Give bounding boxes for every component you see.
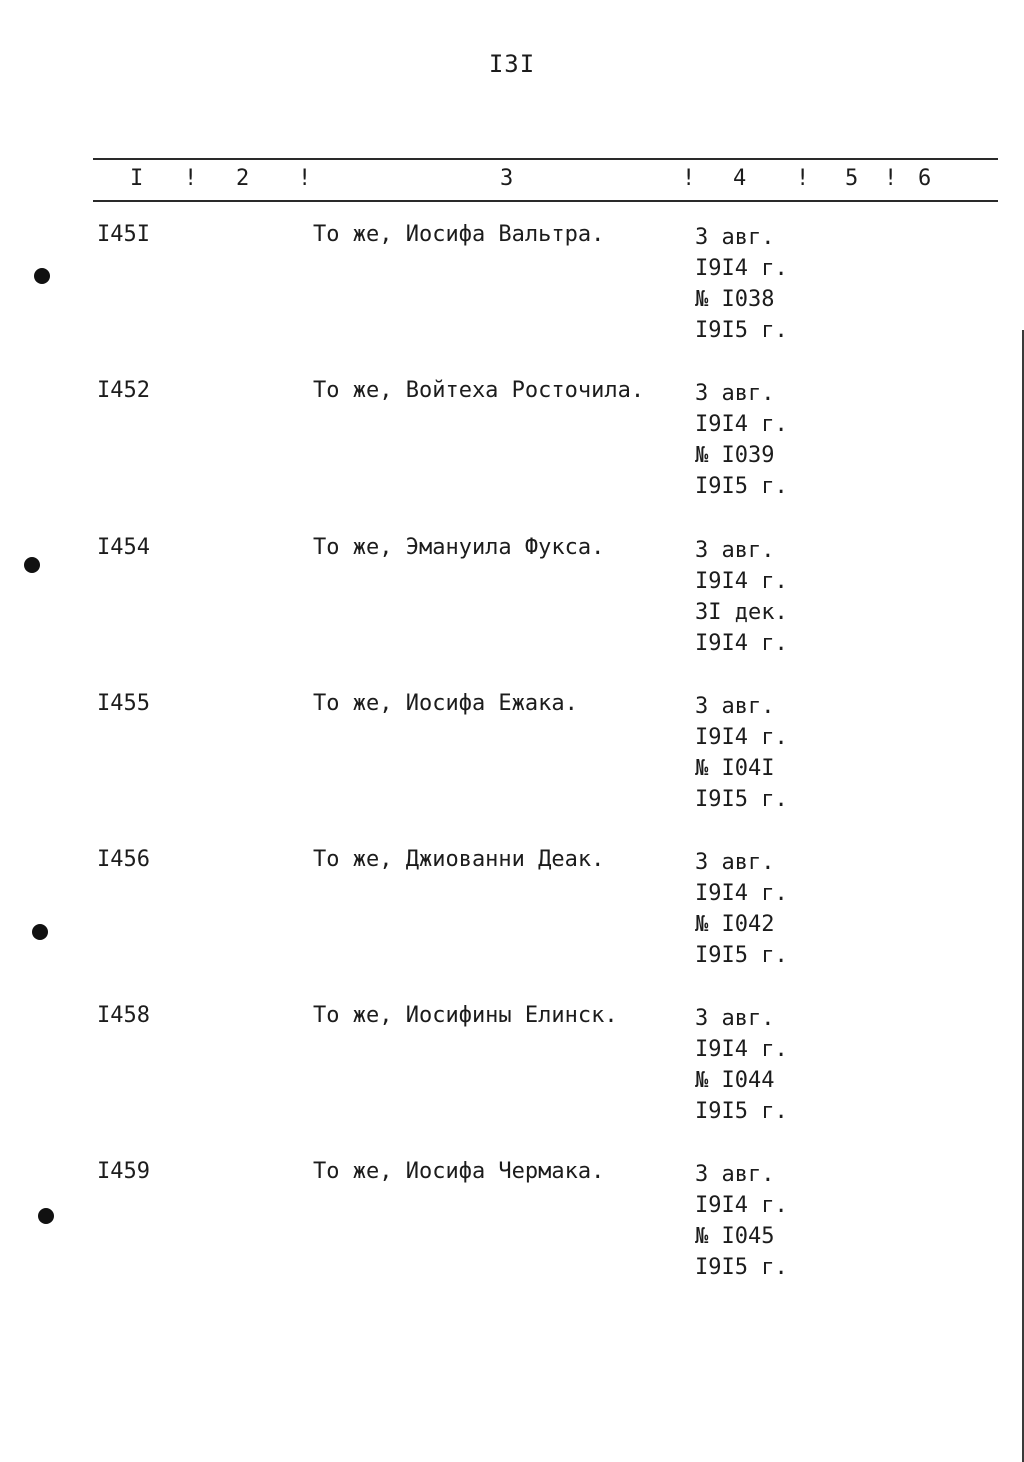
date-line: 3 авг. bbox=[695, 381, 775, 406]
table-row bbox=[0, 691, 1024, 821]
table-row bbox=[0, 378, 1024, 508]
record-description: То же, Иосифины Елинск. bbox=[313, 1003, 618, 1028]
date-line: I9I4 г. bbox=[695, 256, 788, 281]
record-number: I454 bbox=[97, 535, 150, 560]
header-separator: ! bbox=[796, 166, 810, 191]
header-rule-top bbox=[93, 158, 998, 160]
table-row bbox=[0, 1003, 1024, 1133]
record-dates bbox=[695, 535, 788, 659]
record-description: То же, Иосифа Вальтра. bbox=[313, 222, 605, 247]
header-col-5: 5 bbox=[845, 166, 859, 191]
header-col-2: 2 bbox=[236, 166, 250, 191]
record-description: То же, Войтеха Росточила. bbox=[313, 378, 645, 403]
record-dates bbox=[695, 847, 788, 971]
date-line: 3I дек. bbox=[695, 600, 788, 625]
date-line: № I042 bbox=[695, 912, 775, 937]
record-number: I45I bbox=[97, 222, 150, 247]
date-line: 3 авг. bbox=[695, 850, 775, 875]
header-separator: ! bbox=[682, 166, 696, 191]
table-row bbox=[0, 1159, 1024, 1289]
punch-hole bbox=[38, 1208, 54, 1224]
punch-hole bbox=[24, 557, 40, 573]
record-dates bbox=[695, 378, 788, 502]
date-line: I9I5 г. bbox=[695, 1255, 788, 1280]
date-line: I9I5 г. bbox=[695, 318, 788, 343]
date-line: № I045 bbox=[695, 1224, 775, 1249]
header-col-4: 4 bbox=[733, 166, 747, 191]
date-line: I9I5 г. bbox=[695, 787, 788, 812]
header-rule-bottom bbox=[93, 200, 998, 202]
table-row bbox=[0, 535, 1024, 665]
date-line: I9I4 г. bbox=[695, 725, 788, 750]
header-separator: ! bbox=[298, 166, 312, 191]
date-line: 3 авг. bbox=[695, 1162, 775, 1187]
page-number: I3I bbox=[488, 50, 536, 78]
date-line: 3 авг. bbox=[695, 694, 775, 719]
record-dates bbox=[695, 691, 788, 815]
date-line: I9I4 г. bbox=[695, 1193, 788, 1218]
header-col-6: 6 bbox=[918, 166, 932, 191]
record-dates bbox=[695, 222, 788, 346]
date-line: № I044 bbox=[695, 1068, 775, 1093]
record-number: I459 bbox=[97, 1159, 150, 1184]
date-line: I9I5 г. bbox=[695, 943, 788, 968]
date-line: 3 авг. bbox=[695, 1006, 775, 1031]
record-description: То же, Джиованни Деак. bbox=[313, 847, 605, 872]
date-line: I9I5 г. bbox=[695, 474, 788, 499]
date-line: I9I4 г. bbox=[695, 1037, 788, 1062]
record-number: I452 bbox=[97, 378, 150, 403]
record-number: I456 bbox=[97, 847, 150, 872]
record-dates bbox=[695, 1003, 788, 1127]
table-row bbox=[0, 222, 1024, 352]
record-description: То же, Эмануила Фукса. bbox=[313, 535, 605, 560]
date-line: № I04I bbox=[695, 756, 775, 781]
date-line: № I038 bbox=[695, 287, 775, 312]
record-number: I455 bbox=[97, 691, 150, 716]
header-separator: ! bbox=[884, 166, 898, 191]
date-line: I9I4 г. bbox=[695, 881, 788, 906]
header-separator: ! bbox=[184, 166, 198, 191]
date-line: 3 авг. bbox=[695, 538, 775, 563]
header-col-3: 3 bbox=[500, 166, 514, 191]
record-dates bbox=[695, 1159, 788, 1283]
table-row bbox=[0, 847, 1024, 977]
punch-hole bbox=[32, 924, 48, 940]
date-line: I9I4 г. bbox=[695, 569, 788, 594]
header-col-1: I bbox=[130, 166, 144, 191]
date-line: 3 авг. bbox=[695, 225, 775, 250]
record-number: I458 bbox=[97, 1003, 150, 1028]
record-description: То же, Иосифа Ежака. bbox=[313, 691, 578, 716]
date-line: № I039 bbox=[695, 443, 775, 468]
date-line: I9I4 г. bbox=[695, 631, 788, 656]
date-line: I9I4 г. bbox=[695, 412, 788, 437]
date-line: I9I5 г. bbox=[695, 1099, 788, 1124]
punch-hole bbox=[34, 268, 50, 284]
record-description: То же, Иосифа Чермака. bbox=[313, 1159, 605, 1184]
